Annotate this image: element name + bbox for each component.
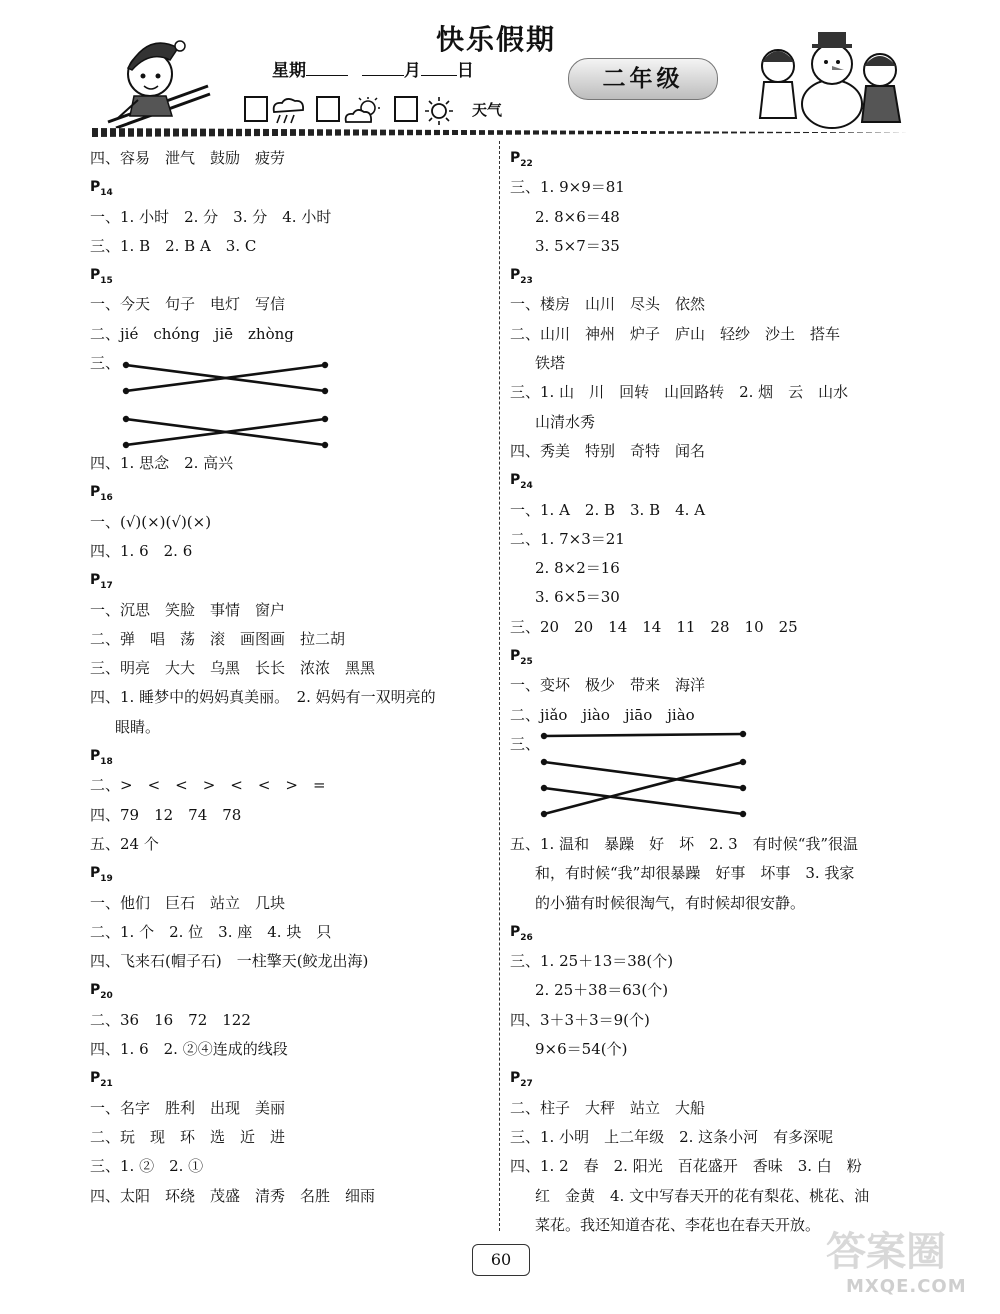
watermark-url: MXQE.COM [846,1276,967,1297]
answer-line [510,203,908,232]
answer-text: 三、1. ② 2. ① [90,1157,204,1176]
page-ref-heading [90,478,494,507]
answer-line [90,537,494,566]
answer-line [90,290,494,319]
match-dot [123,442,129,448]
snowman-kids-illustration [750,26,910,130]
page-ref-heading [90,1064,494,1093]
match-dot [322,442,328,448]
answer-text: 二、1. 7×3＝21 [510,529,625,548]
answer-text: 二、36 16 72 122 [90,1010,251,1029]
answer-line [90,1123,494,1152]
partly-sunny-icon [342,96,384,126]
match-line [544,762,743,814]
answer-line [90,918,494,947]
answer-text: 四、太阳 环绕 茂盛 清秀 名胜 细雨 [90,1186,376,1205]
answer-text: 和，有时候“我”却很暴躁 好事 坏事 3. 我家 [535,864,855,883]
page-ref-heading [510,466,908,495]
weather-checkbox[interactable] [316,96,340,122]
answer-line [90,1094,494,1123]
matching-lines-diagram [120,349,330,449]
answer-line [510,378,908,407]
answer-text: 四、79 12 74 78 [90,805,242,824]
page-ref-number: 22 [520,158,533,169]
match-dot [123,388,129,394]
answer-text: 五、24 个 [90,834,159,853]
answer-text: 四、1. 睡梦中的妈妈真美丽。 2. 妈妈有一双明亮的 [90,688,436,707]
answer-text: 一、名字 胜利 出现 美丽 [90,1098,286,1117]
match-dot [322,416,328,422]
answer-text: 2. 25＋38＝63(个) [535,981,669,1000]
header [0,0,1000,140]
answer-line [510,1123,908,1152]
answer-line [510,408,908,437]
page-ref-heading [90,261,494,290]
answer-text: 3. 5×7＝35 [535,236,620,255]
answer-text: 三、 [510,734,541,753]
match-line [544,762,743,788]
page-ref-letter: P [90,572,101,589]
page-ref-number: 17 [100,581,113,592]
answer-line [510,1035,908,1064]
answer-text: 一、1. 小时 2. 分 3. 分 4. 小时 [90,207,332,226]
page-number: 60 [472,1244,530,1276]
answer-line [510,1094,908,1123]
page-ref-number: 24 [520,481,533,492]
day-label: 日 [456,61,474,81]
page-ref-heading [510,261,908,290]
answer-text: 四、秀美 特别 奇特 闻名 [510,441,706,460]
answer-text: 眼睛。 [115,717,161,736]
watermark-logo: 答案圈 [826,1229,946,1275]
page-ref-number: 16 [100,493,113,504]
answer-text: 三、20 20 14 14 11 28 10 25 [510,617,798,636]
answer-line [90,771,494,800]
answer-text: 2. 8×2＝16 [535,559,620,578]
page-ref-heading [510,1064,908,1093]
weather-checkbox[interactable] [244,96,268,122]
answer-line [510,525,908,554]
answer-line [510,349,908,378]
answer-text: 四、1. 6 2. 6 [90,541,193,560]
answer-line [90,320,494,349]
answer-line [90,144,494,173]
answer-line [90,1152,494,1181]
answer-text: 二、柱子 大秤 站立 大船 [510,1098,706,1117]
answer-line [90,889,494,918]
answer-text: 二、jiǎo jiào jiāo jiào [510,705,695,724]
answer-line [510,947,908,976]
answer-text: 三、1. 25＋13＝38(个) [510,952,674,971]
weather-checkbox[interactable] [394,96,418,122]
answer-text: 一、他们 巨石 站立 几块 [90,893,286,912]
page-ref-heading [90,566,494,595]
answer-text: 四、1. 6 2. ②④连成的线段 [90,1040,288,1059]
answer-text: 一、楼房 山川 尽头 依然 [510,295,706,314]
answer-line [90,449,494,478]
answer-line [510,554,908,583]
answer-text: 五、1. 温和 暴躁 好 坏 2. 3 有时候“我”很温 [510,834,859,853]
match-dot [740,785,746,791]
answer-text: 一、今天 句子 电灯 写信 [90,295,286,314]
match-dot [322,362,328,368]
match-dot [541,811,547,817]
answer-line [510,671,908,700]
page-ref-number: 25 [520,656,533,667]
answer-text: 一、(√)(×)(√)(×) [90,512,212,531]
answer-line [90,232,494,261]
page-ref-number: 27 [520,1079,533,1090]
answer-line [510,290,908,319]
match-dot [541,785,547,791]
page-ref-heading [510,642,908,671]
answer-line [510,496,908,525]
answer-text: 铁塔 [535,354,566,373]
answer-line [510,976,908,1005]
answer-line [90,830,494,859]
answer-text: 一、沉思 笑脸 事情 窗户 [90,600,286,619]
page-ref-heading [90,173,494,202]
answer-line [510,173,908,202]
match-line [544,788,743,814]
answer-line [510,730,908,830]
month-label: 月 [403,61,421,81]
page-ref-letter: P [510,1070,521,1087]
page-ref-number: 14 [100,188,113,199]
answer-column-left [90,144,494,1211]
answer-line [510,232,908,261]
match-dot [541,759,547,765]
match-dot [740,759,746,765]
page-ref-number: 18 [100,756,113,767]
answer-text: 四、飞来石(帽子石) 一柱擎天(鲛龙出海) [90,952,369,971]
answer-text: 四、1. 思念 2. 高兴 [90,454,234,473]
answer-line [90,1035,494,1064]
answer-line [510,613,908,642]
answer-line [510,437,908,466]
answer-line [90,947,494,976]
answer-line [510,859,908,888]
answer-text: 的小猫有时候很淘气，有时候却很安静。 [535,893,806,912]
answer-line [510,830,908,859]
page-ref-letter: P [90,865,101,882]
skier-illustration [98,30,218,130]
page-ref-letter: P [90,267,101,284]
answer-line [90,203,494,232]
answer-text: 三、1. 9×9＝81 [510,178,625,197]
answer-text: 二、玩 现 环 选 近 进 [90,1127,286,1146]
match-dot [541,733,547,739]
match-dot [123,416,129,422]
answer-line [90,1182,494,1211]
answer-text: 三、1. 小明 上二年级 2. 这条小河 有多深呢 [510,1127,834,1146]
answer-line [90,683,494,712]
answer-text: 一、变坏 极少 带来 海洋 [510,676,706,695]
answer-line [90,508,494,537]
answer-text: 二、山川 神州 炉子 庐山 轻纱 沙土 搭车 [510,324,841,343]
page-ref-heading [90,859,494,888]
answer-line [90,349,494,449]
page-ref-letter: P [510,267,521,284]
date-line [272,56,474,81]
answer-text: 二、1. 个 2. 位 3. 座 4. 块 只 [90,922,332,941]
page-ref-number: 26 [520,932,533,943]
page-ref-letter: P [90,484,101,501]
page-ref-number: 15 [100,275,113,286]
column-divider [499,141,500,1231]
answer-line [90,625,494,654]
match-line [544,734,743,736]
answer-text: 四、1. 2 春 2. 阳光 百花盛开 香味 3. 白 粉 [510,1157,862,1176]
page-ref-letter: P [90,179,101,196]
answer-text: 菜花。我还知道杏花、李花也在春天开放。 [535,1215,821,1234]
answer-text: 三、1. 山 川 回转 山回路转 2. 烟 云 山水 [510,383,849,402]
page-title: 快乐假期 [436,23,557,56]
answer-text: 9×6＝54(个) [535,1040,628,1059]
answer-text: 二、> < < > < < > = [90,776,326,795]
page-ref-letter: P [90,982,101,999]
page-ref-heading [510,918,908,947]
answer-text: 3. 6×5＝30 [535,588,620,607]
page-ref-number: 20 [100,991,113,1002]
week-label: 星期 [272,61,306,81]
rain-cloud-icon [268,96,308,126]
match-dot [322,388,328,394]
answer-line [90,1006,494,1035]
match-dot [740,811,746,817]
weather-label: 天气 [472,101,503,119]
answer-text: 二、jié chóng jiē zhòng [90,324,294,343]
match-dot [740,731,746,737]
page-ref-letter: P [510,923,521,940]
answer-line [510,583,908,612]
answer-text: 2. 8×6＝48 [535,207,620,226]
answer-text: 一、1. A 2. B 3. B 4. A [510,500,706,519]
answer-line [510,1152,908,1181]
page-ref-heading [90,742,494,771]
page-ref-heading [90,976,494,1005]
answer-line [90,654,494,683]
page-ref-heading [510,144,908,173]
answer-line [510,320,908,349]
answer-text: 三、明亮 大大 乌黑 长长 浓浓 黑黑 [90,659,376,678]
answer-text: 三、1. B 2. B A 3. C [90,236,257,255]
answer-text: 四、3＋3＋3＝9(个) [510,1010,650,1029]
page-ref-letter: P [90,1070,101,1087]
answer-line [90,596,494,625]
page-ref-letter: P [510,472,521,489]
answer-text: 三、 [90,354,121,373]
answer-line [510,1006,908,1035]
page-ref-number: 19 [100,874,113,885]
page-ref-number: 23 [520,275,533,286]
answer-line [90,801,494,830]
answer-text: 四、容易 泄气 鼓励 疲劳 [90,149,286,167]
page-ref-number: 21 [100,1079,113,1090]
page-ref-letter: P [510,150,521,166]
answer-text: 二、弹 唱 荡 滚 画图画 拉二胡 [90,629,346,648]
answer-line [510,701,908,730]
answer-text: 红 金黄 4. 文中写春天开的花有梨花、桃花、油 [535,1186,870,1205]
answer-line [90,713,494,742]
answer-line [510,889,908,918]
match-dot [123,362,129,368]
answer-text: 山清水秀 [535,412,596,431]
answer-column-right [510,144,908,1240]
grade-badge: 二年级 [568,58,718,100]
page-ref-letter: P [90,748,101,765]
matching-lines-diagram [538,730,748,830]
sun-icon [422,96,456,126]
answer-line [510,1182,908,1211]
page-ref-letter: P [510,648,521,665]
